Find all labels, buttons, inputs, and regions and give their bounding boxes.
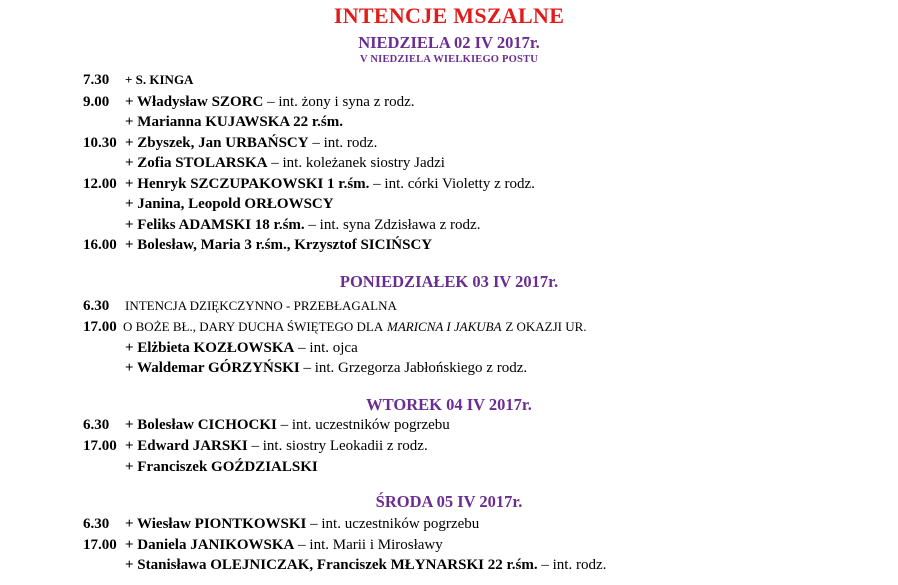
intention-name: + Janina, Leopold ORŁOWSCY <box>125 196 334 212</box>
mass-time: 17.00 <box>83 319 117 335</box>
intention-name: + Władysław SZORC <box>125 94 264 110</box>
intention-note: – int. rodz. <box>537 557 607 573</box>
intention-text <box>125 338 358 358</box>
day-heading-tuesday: WTOREK 04 IV 2017r. <box>366 395 532 414</box>
intention-name: + Edward JARSKI <box>125 438 248 454</box>
intention-name: + Waldemar GÓRZYŃSKI <box>125 360 300 376</box>
day-heading-monday: PONIEDZIAŁEK 03 IV 2017r. <box>339 272 559 291</box>
intention-name: + Daniela JANIKOWSKA <box>125 537 295 553</box>
intention-text <box>125 92 415 112</box>
intention-name-italic: MARICNA I JAKUBA <box>386 319 502 334</box>
intention-text <box>125 415 450 435</box>
intention-note: – int. Marii i Mirosławy <box>294 537 443 553</box>
intention-name: + Wiesław PIONTKOWSKI <box>125 516 307 532</box>
intention-text <box>125 215 480 235</box>
mass-time: 6.30 <box>83 516 110 532</box>
intention-text <box>125 555 606 575</box>
intention-name: + Stanisława OLEJNICZAK, Franciszek MŁYNARSKI 22 r.śm. <box>125 557 538 573</box>
intention-name: + Marianna KUJAWSKA 22 r.śm. <box>125 114 344 130</box>
intention-text <box>125 235 432 255</box>
day-heading-wednesday: ŚRODA 05 IV 2017r. <box>375 492 523 511</box>
page-title: INTENCJE MSZALNE <box>333 3 565 28</box>
day-heading-sunday: NIEDZIELA 02 IV 2017r. <box>358 33 540 52</box>
intention-name-tail: Z OKAZJI UR. <box>505 319 587 334</box>
intention-text <box>125 535 443 555</box>
intention-text <box>125 153 445 173</box>
intention-name: + S. KINGA <box>125 72 194 87</box>
intention-text <box>125 358 527 378</box>
intention-text <box>125 436 428 456</box>
mass-time: 9.00 <box>83 94 110 110</box>
intention-text <box>125 457 318 477</box>
intention-name: + Henryk SZCZUPAKOWSKI 1 r.śm. <box>125 176 370 192</box>
intention-name: + Zbyszek, Jan URBAŃSCY <box>125 135 309 151</box>
mass-time: 12.00 <box>83 176 117 192</box>
day-subheading-sunday: V NIEDZIELA WIELKIEGO POSTU <box>359 54 539 65</box>
intention-name: + Zofia STOLARSKA <box>125 155 268 171</box>
intention-name: + Feliks ADAMSKI 18 r.śm. <box>125 217 305 233</box>
intention-name: + Bolesław CICHOCKI <box>125 417 277 433</box>
intention-note: – int. uczestników pogrzebu <box>276 417 450 433</box>
intention-text <box>123 317 587 337</box>
intention-text <box>125 296 397 316</box>
intention-name: O BOŻE BŁ., DARY DUCHA ŚWIĘTEGO DLA <box>123 319 384 334</box>
intention-text <box>125 194 334 214</box>
mass-time: 16.00 <box>83 237 117 253</box>
intention-name: INTENCJA DZIĘKCZYNNO - PRZEBŁAGALNA <box>125 298 397 313</box>
mass-time: 7.30 <box>83 72 110 88</box>
intention-note: – int. ojca <box>294 340 358 356</box>
intention-note: – int. siostry Leokadii z rodz. <box>247 438 428 454</box>
mass-time: 17.00 <box>83 537 117 553</box>
intention-name: + Bolesław, Maria 3 r.śm., Krzysztof SICIŃSCY <box>125 237 433 253</box>
intention-note: – int. córki Violetty z rodz. <box>369 176 535 192</box>
intention-name: + Elżbieta KOZŁOWSKA <box>125 340 295 356</box>
intention-text <box>125 174 535 194</box>
intention-note: – int. koleżanek siostry Jadzi <box>267 155 445 171</box>
mass-time: 6.30 <box>83 298 110 314</box>
intention-note: – int. rodz. <box>308 135 378 151</box>
intention-note: – int. uczestników pogrzebu <box>306 516 480 532</box>
intention-text <box>125 112 343 132</box>
mass-time: 17.00 <box>83 438 117 454</box>
mass-time: 10.30 <box>83 135 117 151</box>
intention-note: – int. syna Zdzisława z rodz. <box>304 217 481 233</box>
mass-time: 6.30 <box>83 417 110 433</box>
intention-name: + Franciszek GOŹDZIALSKI <box>125 459 318 475</box>
intention-text <box>125 70 193 90</box>
intention-note: – int. Grzegorza Jabłońskiego z rodz. <box>299 360 528 376</box>
intention-note: – int. żony i syna z rodz. <box>263 94 415 110</box>
intention-text <box>125 514 479 534</box>
intention-text <box>125 133 377 153</box>
